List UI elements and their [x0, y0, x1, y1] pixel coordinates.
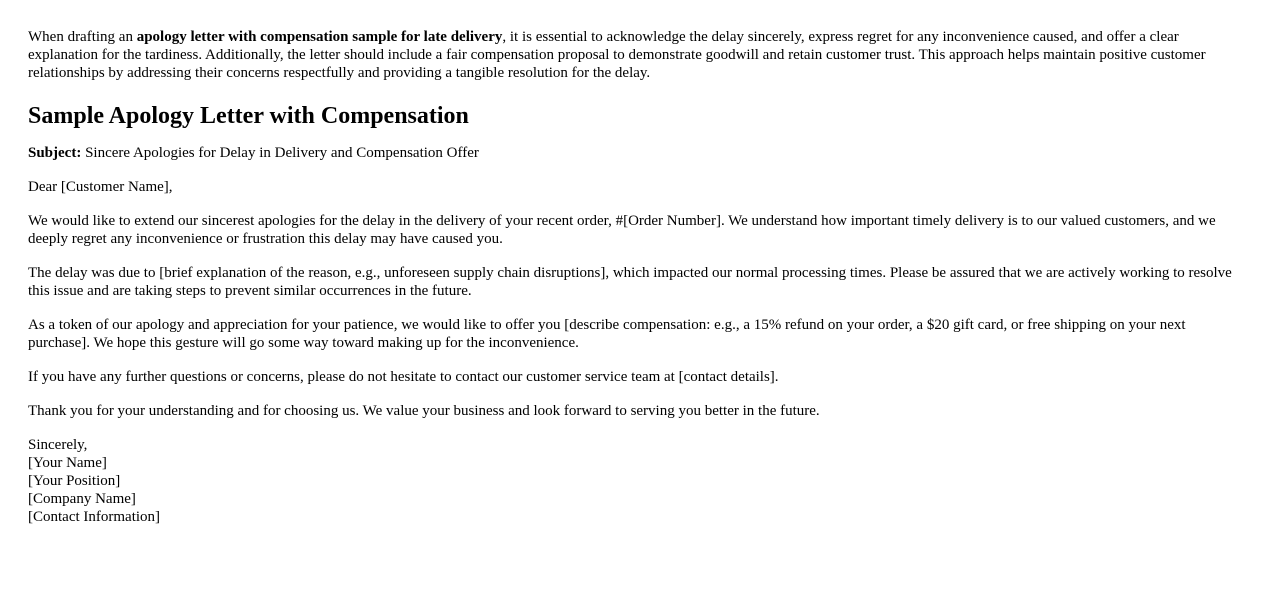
page-title: Sample Apology Letter with Compensation	[28, 103, 469, 129]
body-paragraph-reason: The delay was due to [brief explanation of the reason, e.g., unforeseen supply chain disruptions], which impacted our normal processing times. Please be assured that we are actively working to resolve this issue and are taking steps to prevent similar occurrences in the future.	[28, 265, 1232, 299]
subject-label: Subject:	[28, 145, 82, 161]
body-paragraph-thanks: Thank you for your understanding and for choosing us. We value your business and look forward to serving you better in the future.	[28, 403, 820, 419]
closing-contact: [Contact Information]	[28, 509, 161, 525]
letter-document	[28, 28, 1250, 526]
greeting: Dear [Customer Name],	[28, 179, 173, 195]
closing-position: [Your Position]	[28, 473, 121, 489]
intro-lead: When drafting an	[28, 29, 137, 45]
body-paragraph-contact: If you have any further questions or concerns, please do not hesitate to contact our customer service team at [contact details].	[28, 369, 779, 385]
subject-text: Sincere Apologies for Delay in Delivery and Compensation Offer	[81, 145, 479, 161]
body-paragraph-apology: We would like to extend our sincerest apologies for the delay in the delivery of your recent order, #[Order Number]. We understand how important timely delivery is to our valued customers, and we deeply regret any inconvenience or frustration this delay may have caused you.	[28, 213, 1216, 247]
intro-bold-phrase: apology letter with compensation sample for late delivery	[136, 29, 503, 45]
intro-rest: , it is essential to acknowledge the delay sincerely, express regret for any inconvenience caused, and offer a clear explanation for the tardiness. Additionally, the letter should include a fair compensation proposal to demonstrate goodwill and retain customer trust. This approach helps maintain positive customer relationships by addressing their concerns respectfully and providing a tangible resolution for the delay.	[28, 29, 1206, 81]
closing-signoff: Sincerely,	[28, 437, 88, 453]
subject-line	[28, 144, 1250, 162]
closing-name: [Your Name]	[28, 455, 107, 471]
body-paragraph-compensation: As a token of our apology and appreciation for your patience, we would like to offer you [describe compensation: e.g., a 15% refund on your order, a $20 gift card, or free shipping on your next purchase]. We hope this gesture will go some way toward making up for the inconvenience.	[28, 317, 1186, 351]
closing-block	[28, 436, 1250, 526]
closing-company: [Company Name]	[28, 491, 136, 507]
intro-paragraph	[28, 28, 1250, 82]
